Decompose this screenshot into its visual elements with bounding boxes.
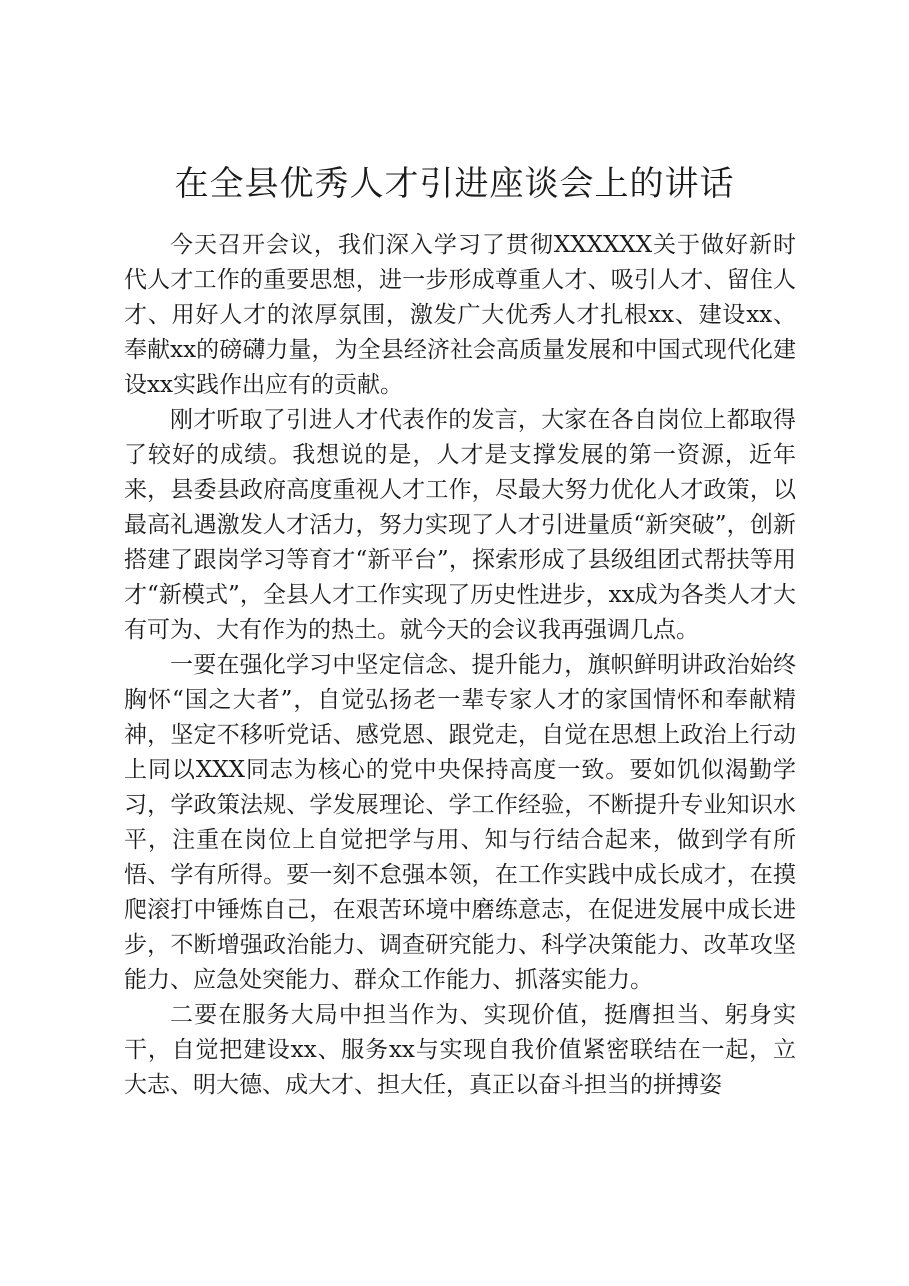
document-title: 在全县优秀人才引进座谈会上的讲话	[174, 164, 735, 204]
paragraph-point-one: 一要在强化学习中坚定信念、提升能力，旗帜鲜明讲政治始终胸怀“国之大者”，自觉弘扬老一辈专家人才的家国情怀和奉献精神，坚定不移听党话、感党恩、跟党走，自觉在思想上政治上行动上同以XXX同志为核心的党中央保持高度一致。要如饥似渴勤学习，学政策法规、学发展理论、学工作经验，不断提升专业知识水平，注重在岗位上自觉把学与用、知与行结合起来，做到学有所悟、学有所得。要一刻不怠强本领，在工作实践中成长成才，在摸爬滚打中锤炼自己，在艰苦环境中磨练意志，在促进发展中成长进步，不断增强政治能力、调查研究能力、科学决策能力、改革攻坚能力、应急处突能力、群众工作能力、抓落实能力。	[124, 652, 796, 993]
paragraph-point-two: 二要在服务大局中担当作为、实现价值，挺膺担当、躬身实干，自觉把建设xx、服务xx与实现自我价值紧密联结在一起，立大志、明大德、成大才、担大任，真正以奋斗担当的拼搏姿	[124, 1002, 796, 1098]
paragraph-opening: 今天召开会议，我们深入学习了贯彻XXXXXX关于做好新时代人才工作的重要思想，进一步形成尊重人才、吸引人才、留住人才、用好人才的浓厚氛围，激发广大优秀人才扎根xx、建设xx、奉献xx的磅礴力量，为全县经济社会高质量发展和中国式现代化建设xx实践作出应有的贡献。	[124, 232, 796, 398]
paragraph-achievements: 刚才听取了引进人才代表作的发言，大家在各自岗位上都取得了较好的成绩。我想说的是，人才是支撑发展的第一资源，近年来，县委县政府高度重视人才工作，尽最大努力优化人才政策，以最高礼遇激发人才活力，努力实现了人才引进量质“新突破”，创新搭建了跟岗学习等育才“新平台”，探索形成了县级组团式帮扶等用才“新模式”，全县人才工作实现了历史性进步，xx成为各类人才大有可为、大有作为的热土。就今天的会议我再强调几点。	[124, 407, 796, 643]
document-body	[124, 228, 796, 1103]
